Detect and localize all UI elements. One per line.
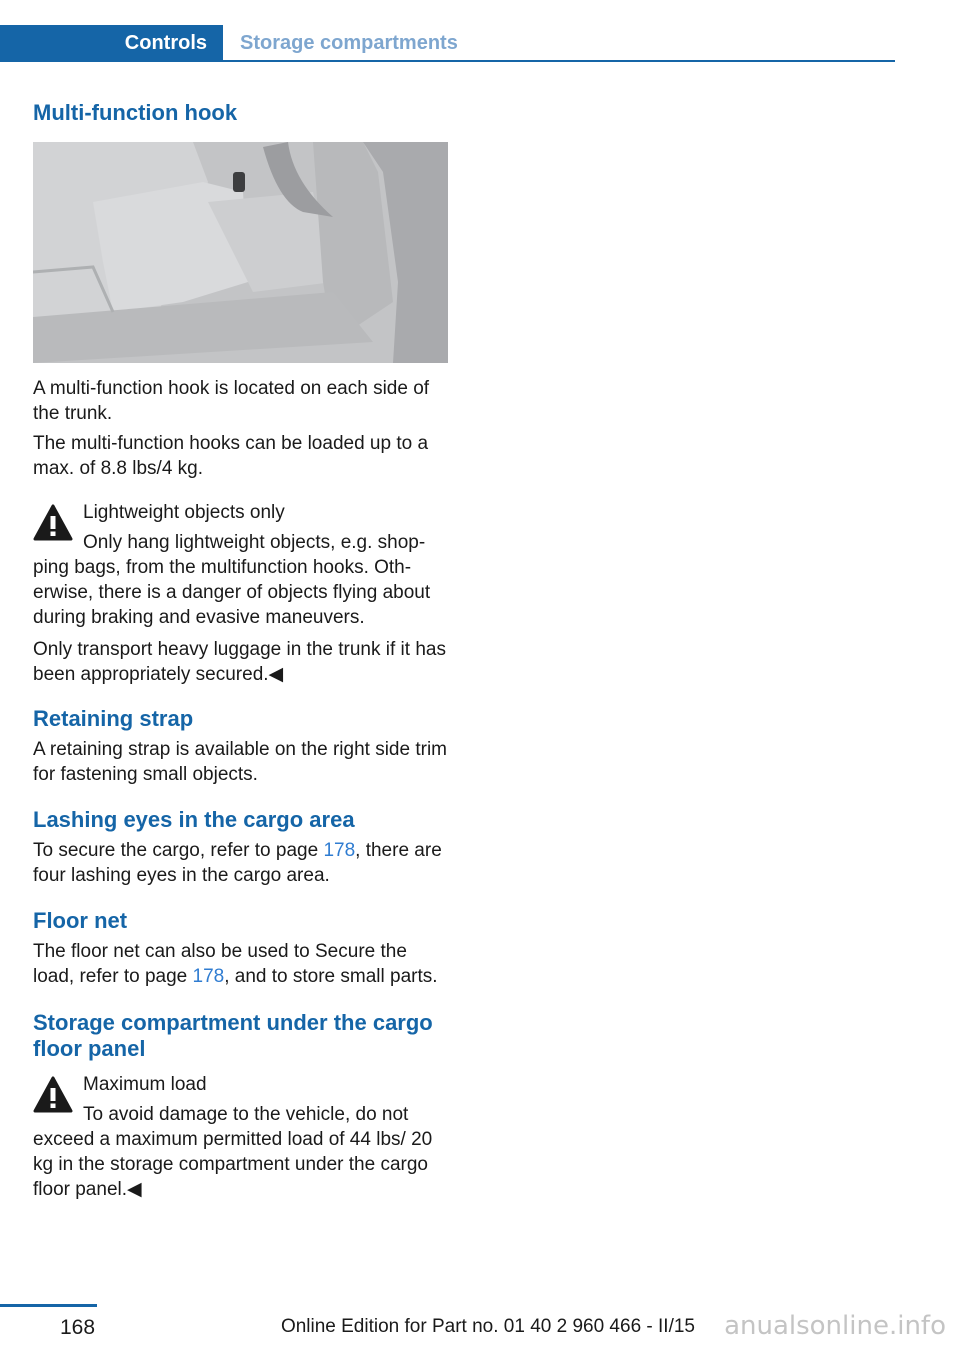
warning-title-maximum-load: Maximum load [83, 1074, 207, 1095]
page-link-178[interactable]: 178 [192, 966, 225, 987]
heading-floor-net: Floor net [33, 908, 128, 933]
header-section-title: Storage compartments [240, 32, 458, 54]
trunk-hook-photo [33, 142, 448, 363]
header-rule [223, 60, 895, 62]
warning-text-maximum-load: To avoid damage to the vehicle, do not exceed a maximum permitted load of 44 lbs/ 20 kg in the storage compartment under the cargo floor panel.◀ [33, 1104, 433, 1200]
lashing-paragraph: To secure the cargo, refer to page 178, there are four lashing eyes in the cargo area. [33, 840, 442, 886]
warning-maximum-load [33, 1072, 449, 1202]
watermark-text: anualsonline.info [724, 1311, 946, 1341]
hook-paragraph-2: The multi-function hooks can be loaded up to a max. of 8.8 lbs/4 kg. [33, 433, 429, 479]
hook-paragraph-1: A multi-function hook is located on each side of the trunk. [33, 378, 430, 424]
warning-text-lightweight: Only hang lightweight objects, e.g. shop-ping bags, from the multifunction hooks. Oth-erwise, there is a danger of objects flying about during braking and evasive maneuvers. [33, 532, 431, 628]
heading-storage-under-floor: Storage compartment under the cargo floor panel [33, 1010, 433, 1061]
floornet-paragraph: The floor net can also be used to Secure the load, refer to page 178, and to store small parts. [33, 941, 438, 987]
warning-title-lightweight: Lightweight objects only [83, 502, 285, 523]
warning-triangle-icon [33, 1076, 73, 1114]
heading-retaining-strap: Retaining strap [33, 706, 194, 731]
warning-text-heavy-luggage: Only transport heavy luggage in the trunk if it has been appropriately secured.◀ [33, 639, 446, 685]
page-content [33, 100, 449, 1202]
footer-rule [0, 1304, 97, 1307]
page-link-178[interactable]: 178 [323, 840, 356, 861]
strap-paragraph: A retaining strap is available on the right side trim for fastening small objects. [33, 739, 447, 785]
header-tab-controls: Controls [0, 25, 223, 62]
edition-text: Online Edition for Part no. 01 40 2 960 466 - II/15 [280, 1316, 695, 1337]
page-number: 168 [60, 1316, 96, 1339]
warning-triangle-icon [33, 504, 73, 542]
warning-lightweight-objects [33, 500, 449, 630]
heading-multi-function-hook: Multi-function hook [33, 100, 238, 125]
heading-lashing-eyes: Lashing eyes in the cargo area [33, 807, 355, 832]
